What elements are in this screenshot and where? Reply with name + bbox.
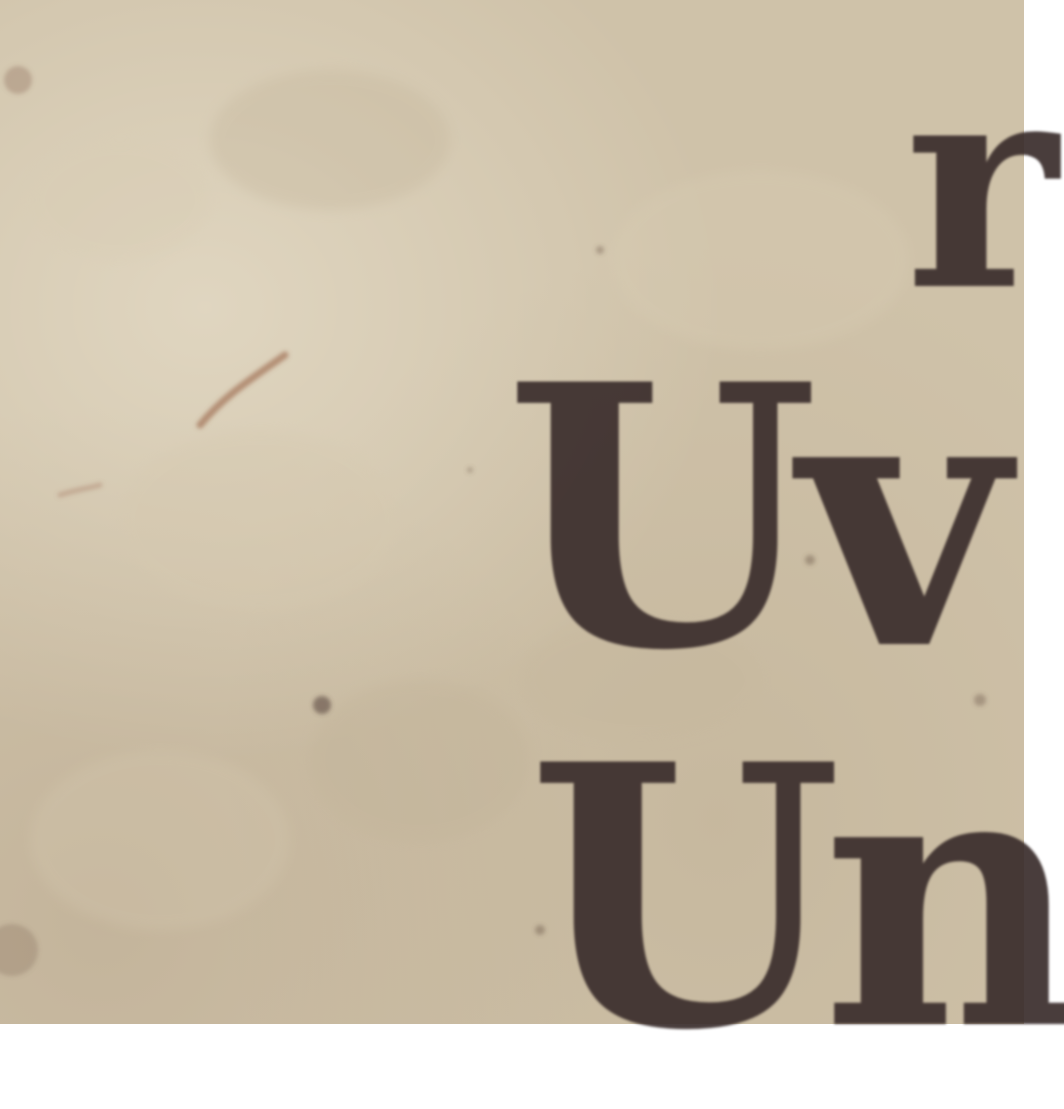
text-line-2: Uv [505, 306, 989, 729]
text-line-1: r [905, 15, 1058, 355]
text-line-3: Un [528, 686, 1064, 1109]
